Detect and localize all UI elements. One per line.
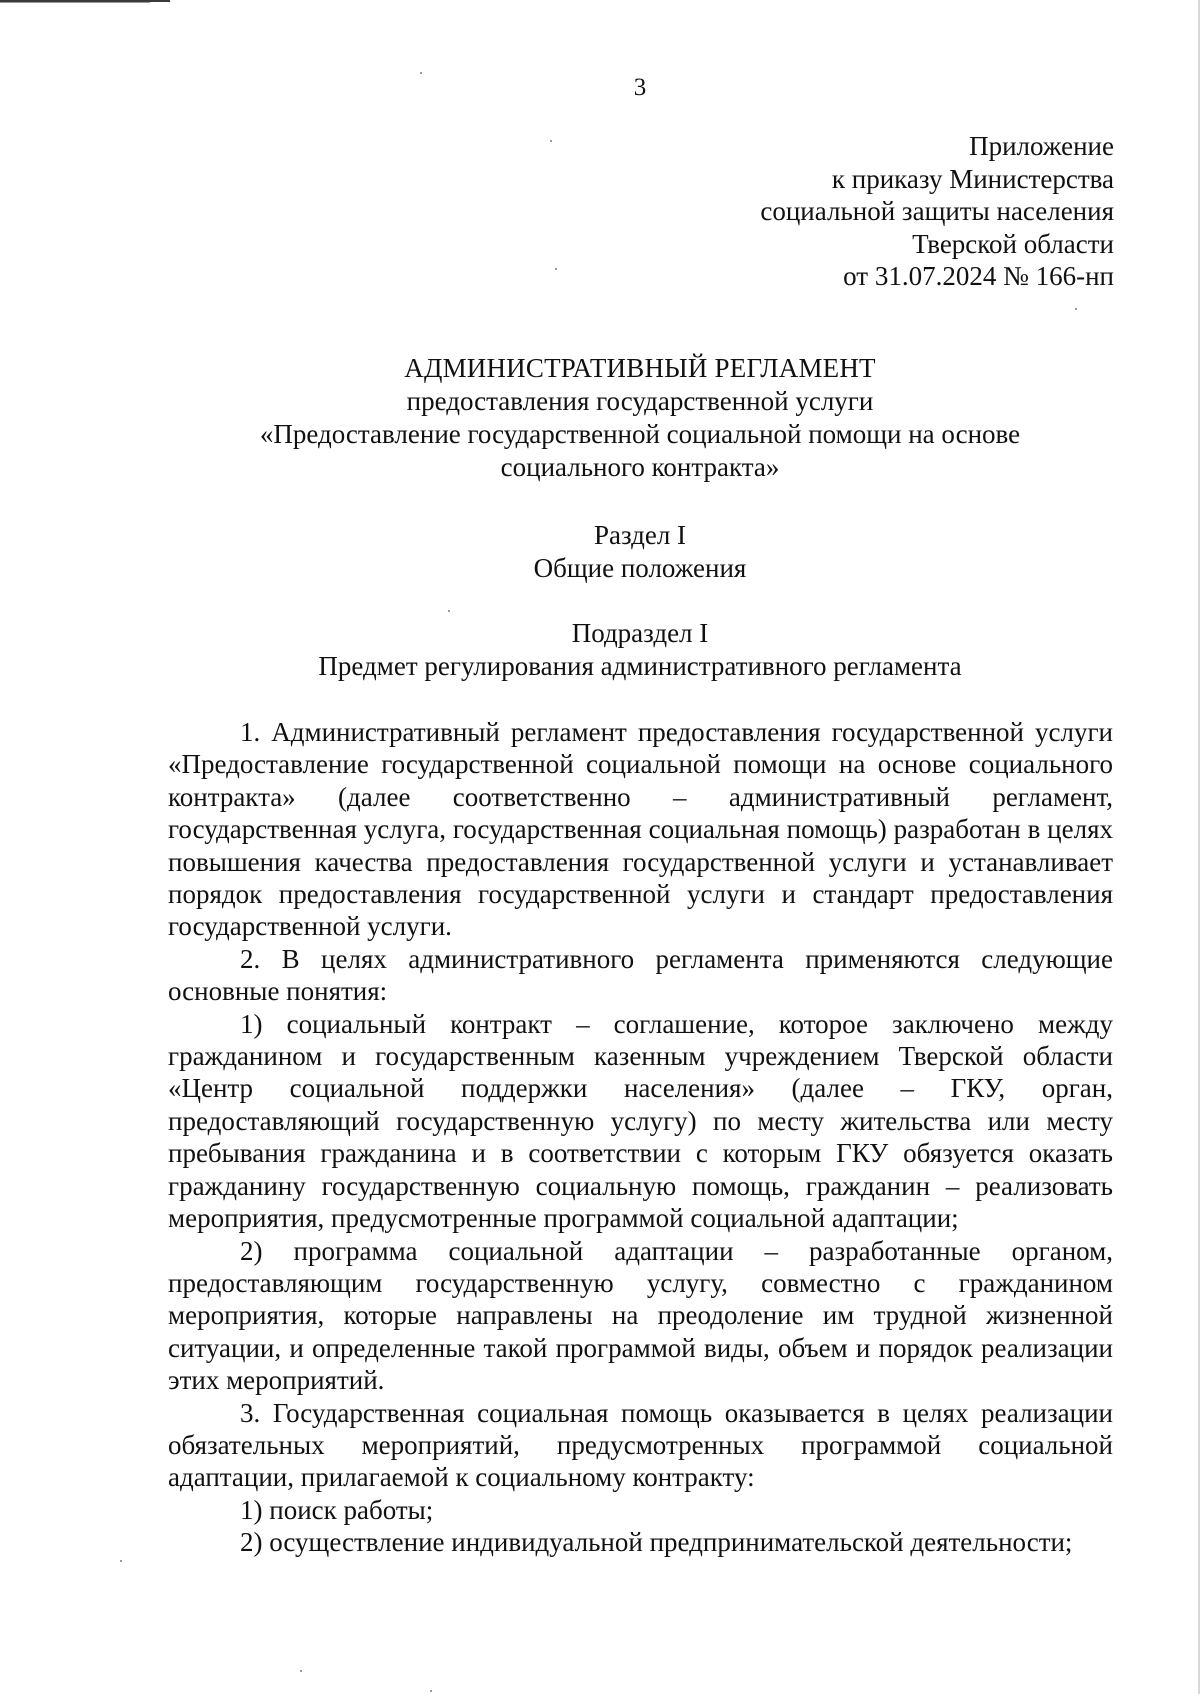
appendix-line: от 31.07.2024 № 166-нп	[843, 261, 1114, 291]
subsection-label: Подраздел I	[571, 618, 709, 648]
appendix-line: Приложение	[969, 131, 1114, 161]
scan-speck	[300, 1670, 302, 1672]
appendix-line: Тверской области	[912, 228, 1114, 259]
title-line: АДМИНИСТРАТИВНЫЙ РЕГЛАМЕНТ	[404, 353, 876, 383]
scan-speck	[555, 268, 557, 270]
document-body	[168, 716, 1113, 1559]
section-label: Раздел I	[593, 520, 687, 550]
subsection-name: Предмет регулирования административного регламента	[318, 651, 962, 681]
title-line: «Предоставление государственной социальной помощи на основе	[259, 419, 1021, 449]
title-line: социального контракта»	[500, 452, 780, 482]
section-name: Общие положения	[533, 553, 747, 583]
paragraph: 2) осуществление индивидуальной предпринимательской деятельности;	[240, 1527, 1073, 1558]
scan-speck	[1075, 308, 1077, 310]
scan-speck	[448, 610, 450, 612]
scan-speck	[430, 1690, 432, 1692]
scan-edge-line-secondary	[0, 2, 150, 3]
paragraph: 2) программа социальной адаптации – разработанные органом, предоставляющим государственную услугу, совместно с гражданином мероприятия, которые направлены на преодоление им трудной жизненной ситуации, и определенные такой программой виды, объем и порядок реализации этих мероприятий.	[168, 1235, 1113, 1396]
paragraph: 3. Государственная социальная помощь оказывается в целях реализации обязательных мероприятий, предусмотренных программой социальной адаптации, прилагаемой к социальному контракту:	[168, 1397, 1113, 1493]
appendix-line: к приказу Министерства	[831, 163, 1114, 194]
paragraph: 1) поиск работы;	[240, 1494, 434, 1525]
paragraph: 2. В целях административного регламента применяются следующие основные понятия:	[168, 943, 1113, 1007]
paragraph: 1. Административный регламент предоставления государственной услуги «Предоставление государственной социальной помощи на основе социального контракта» (далее соответственно – административный регламент, государственная услуга, государственная социальная помощь) разработан в целях повышения качества предоставления государственной услуги и устанавливает порядок предоставления государственной услуги и стандарт предоставления государственной услуги.	[168, 717, 1113, 942]
document-title	[168, 352, 1112, 484]
scan-speck	[120, 1560, 122, 1562]
appendix-block	[760, 130, 1114, 293]
section-heading	[168, 519, 1112, 585]
appendix-line: социальной защиты населения	[760, 196, 1114, 226]
scan-speck	[550, 140, 552, 142]
paragraph: 1) социальный контракт – соглашение, которое заключено между гражданином и государственным казенным учреждением Тверской области «Центр социальной поддержки населения» (далее – ГКУ, орган, предоставляющий государственную услугу) по месту жительства или месту пребывания гражданина и в соответствии с которым ГКУ обязуется оказать гражданину государственную социальную помощь, гражданин – реализовать мероприятия, предусмотренные программой социальной адаптации;	[168, 1008, 1113, 1234]
title-line: предоставления государственной услуги	[406, 386, 874, 416]
subsection-heading	[168, 617, 1112, 683]
page-number: 3	[633, 74, 647, 101]
